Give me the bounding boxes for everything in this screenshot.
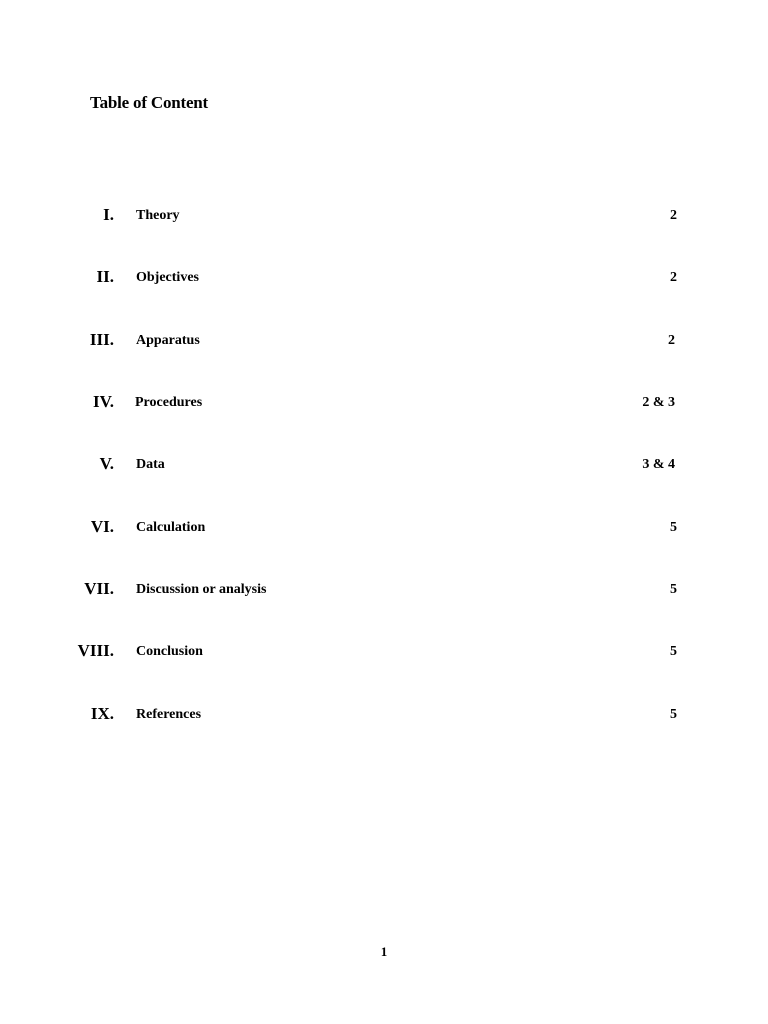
toc-entry-numeral: VI. [90, 517, 114, 536]
toc-entry-numeral: VII. [84, 579, 114, 598]
toc-entry-label: Calculation [136, 520, 206, 535]
toc-entry-numeral: IX. [90, 704, 114, 723]
toc-entry [0, 330, 768, 354]
toc-entry-page: 2 [668, 333, 675, 348]
page-title: Table of Content [90, 93, 209, 112]
toc-entry-numeral: III. [89, 330, 114, 349]
toc-entry [0, 454, 768, 478]
toc-entry-label: Discussion or analysis [136, 582, 267, 597]
toc-entry-page: 3 & 4 [642, 457, 675, 472]
toc-entry [0, 392, 768, 416]
toc-entry-label: Conclusion [136, 644, 203, 659]
toc-entry-numeral: IV. [93, 392, 114, 411]
toc-entry [0, 267, 768, 291]
toc-entry [0, 205, 768, 229]
toc-entry-page: 5 [670, 582, 677, 597]
toc-entry-numeral: I. [103, 205, 114, 224]
toc-entry-numeral: II. [96, 267, 114, 286]
toc-entry [0, 641, 768, 665]
toc-entry-page: 5 [670, 707, 677, 722]
toc-entry-label: Apparatus [136, 333, 200, 348]
page-number: 1 [380, 944, 388, 959]
toc-entry-page: 2 [670, 270, 677, 285]
toc-entry-page: 2 & 3 [642, 395, 675, 410]
toc-entry-label: Objectives [136, 270, 199, 285]
toc-entry-page: 5 [670, 520, 677, 535]
toc-entry [0, 579, 768, 603]
toc-entry-label: Data [136, 457, 165, 472]
toc-entry [0, 517, 768, 541]
toc-entry-label: Procedures [135, 395, 203, 410]
toc-entry-label: Theory [136, 208, 180, 223]
toc-entry-numeral: V. [99, 454, 114, 473]
toc-entry-page: 5 [670, 644, 677, 659]
toc-entry-label: References [136, 707, 202, 722]
toc-entry [0, 704, 768, 728]
toc-entry-numeral: VIII. [77, 641, 114, 660]
toc-entry-page: 2 [670, 208, 677, 223]
